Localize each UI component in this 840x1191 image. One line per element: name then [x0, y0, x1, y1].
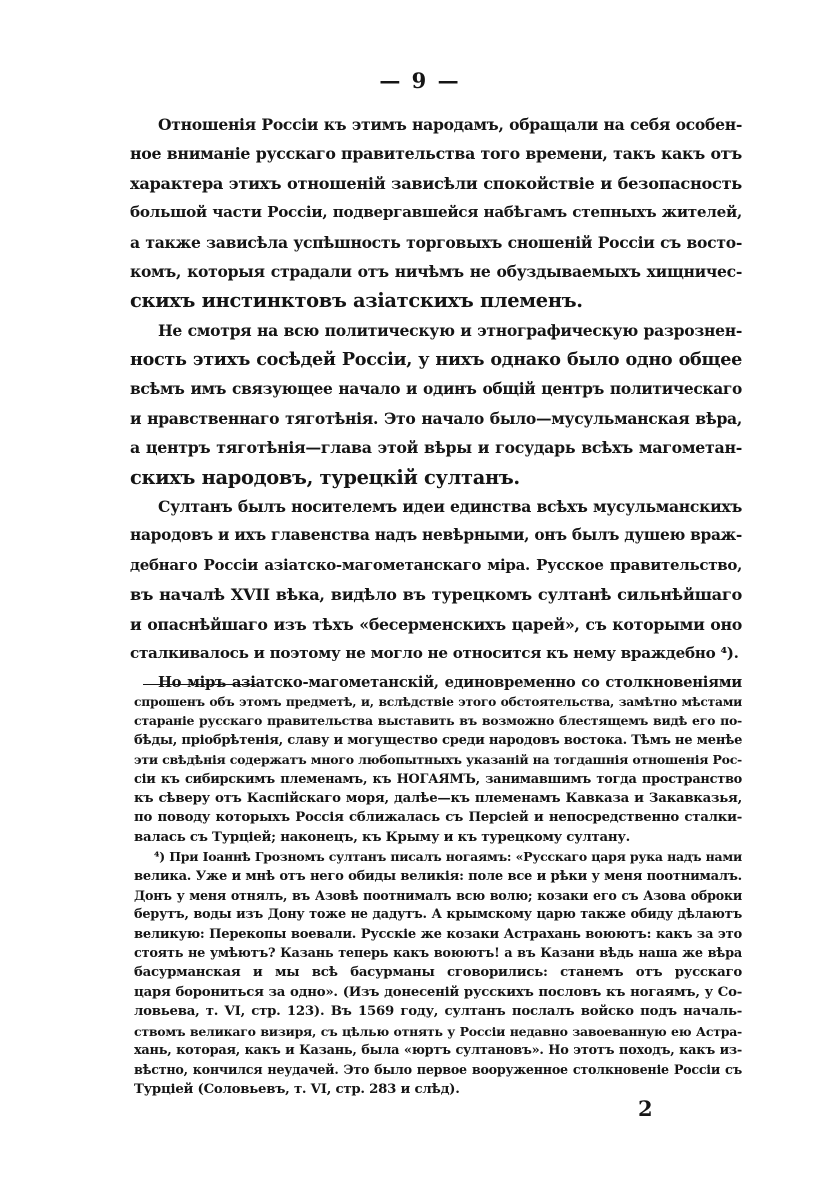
- text-line: въ началѣ XVII вѣка, видѣло въ турецкомъ султанѣ сильнѣйшаго: [130, 585, 742, 605]
- footnote-line: стоять не умѣютъ? Казань теперь какъ воюютъ! а въ Казани вѣдь наша же вѣра: [134, 946, 742, 962]
- footnote-line: великую: Перекопы воевали. Русскіе же козаки Астрахань воюютъ: какъ за это: [134, 926, 742, 942]
- footnote-line: хань, которая, какъ и Казань, была «юртъ султановъ». Но этотъ походъ, какъ из-: [134, 1043, 742, 1059]
- footnote-line: спрошенъ объ этомъ предметѣ, и, вслѣдствіе этого обстоятельства, замѣтно мѣстами: [134, 694, 742, 709]
- footnote-line: по поводу которыхъ Россія сближалась съ Персіей и непосредственно сталки-: [134, 810, 742, 826]
- text-line: и нравственнаго тяготѣнія. Это начало было—мусульманская вѣра,: [130, 408, 742, 428]
- text-line: скихъ народовъ, турецкій султанъ.: [130, 465, 520, 489]
- text-line: скихъ инстинктовъ азіатскихъ племенъ.: [130, 289, 583, 313]
- footnote-line: ⁴) При Іоаннѣ Грозномъ султанъ писалъ ногаямъ: «Русскаго царя рука надъ нами: [154, 849, 742, 865]
- footnote-line: велика. Уже и мнѣ отъ него обиды великія: поле все и рѣки у меня поотнималъ.: [134, 868, 742, 884]
- footnote-line: сіи къ сибирскимъ племенамъ, къ НОГАЯМЪ, занимавшимъ тогда пространство: [134, 771, 742, 787]
- text-line: народовъ и ихъ главенства надъ невѣрными, онъ былъ душею враж-: [130, 526, 742, 545]
- footnote-line: Донъ у меня отнялъ, въ Азовѣ поотнималъ всю волю; козаки его съ Азова оброки: [134, 887, 742, 903]
- footnote-line: бѣды, пріобрѣтенія, славу и могущество среди народовъ востока. Тѣмъ не менѣе: [134, 732, 743, 748]
- text-line: дебнаго Россіи азіатско-магометанскаго міра. Русское правительство,: [130, 555, 742, 574]
- text-line: а также зависѣла успѣшность торговыхъ сношеній Россіи съ восто-: [130, 232, 742, 252]
- text-line: Отношенія Россіи къ этимъ народамъ, обращали на себя особен-: [158, 115, 742, 134]
- footnote-line: Турціей (Соловьевъ, т. VI, стр. 283 и слѣд).: [134, 1081, 460, 1097]
- text-line: ность этихъ сосѣдей Россіи, у нихъ однако было одно общее: [130, 349, 742, 371]
- page-number: — 9 —: [379, 68, 461, 93]
- text-line: Но міръ азіатско-магометанскій, единовременно со столкновеніями: [158, 674, 742, 692]
- text-line: всѣмъ имъ связующее начало и одинъ общій центръ политическаго: [130, 379, 742, 398]
- text-line: характера этихъ отношеній зависѣли спокойствіе и безопасность: [130, 173, 742, 193]
- signature-mark: 2: [638, 1096, 653, 1121]
- text-line: Не смотря на всю политическую и этнографическую разрознен-: [158, 320, 742, 340]
- footnote-line: ловьева, т. VI, стр. 123). Въ 1569 году, султанъ послалъ войско подъ началь-: [134, 1004, 742, 1020]
- footnote-line: ствомъ великаго визиря, съ цѣлью отнять у Россіи недавно завоеванную ею Астра-: [134, 1023, 742, 1039]
- footnote-line: къ сѣверу отъ Каспійскаго моря, далѣе—къ племенамъ Кавказа и Закавказья,: [134, 790, 742, 806]
- footnote-line: басурманская и мы всѣ басурманы сговорились: станемъ отъ русскаго: [134, 965, 742, 981]
- footnote-line: эти свѣдѣнія содержатъ много любопытныхъ указаній на тогдашнія отношенія Рос-: [134, 752, 742, 768]
- footnote-line: стараніе русскаго правительства выставить въ возможно блестящемъ видѣ его по-: [134, 713, 742, 729]
- footnote-line: берутъ, воды изъ Дону тоже не дадутъ. А крымскому царю также обиду дѣлаютъ: [134, 907, 742, 923]
- footnote-divider: [143, 684, 256, 685]
- text-line: ное вниманіе русскаго правительства того времени, такъ какъ отъ: [130, 144, 742, 164]
- footnote-line: царя борониться за одно». (Изъ донесеній русскихъ пословъ къ ногаямъ, у Со-: [134, 984, 742, 1000]
- footnote-line: вѣстно, кончился неудачей. Это было первое вооруженное столкновеніе Россіи съ: [134, 1062, 742, 1078]
- text-line: большой части Россіи, подвергавшейся набѣгамъ степныхъ жителей,: [130, 203, 742, 222]
- text-line: а центръ тяготѣнія—глава этой вѣры и государь всѣхъ магометан-: [130, 438, 742, 458]
- footnotes: [134, 692, 742, 1099]
- text-line: сталкивалось и поэтому не могло не относится къ нему враждебно ⁴).: [130, 644, 739, 663]
- footnote-line: валась съ Турціей; наконецъ, къ Крыму и къ турецкому султану.: [134, 829, 630, 845]
- text-line: и опаснѣйшаго изъ тѣхъ «бесерменскихъ царей», съ которыми оно: [130, 614, 742, 634]
- text-line: Султанъ былъ носителемъ идеи единства всѣхъ мусульманскихъ: [158, 497, 742, 517]
- main-text: [130, 110, 742, 698]
- text-line: комъ, которыя страдали отъ ничѣмъ не обуздываемыхъ хищничес-: [130, 261, 742, 281]
